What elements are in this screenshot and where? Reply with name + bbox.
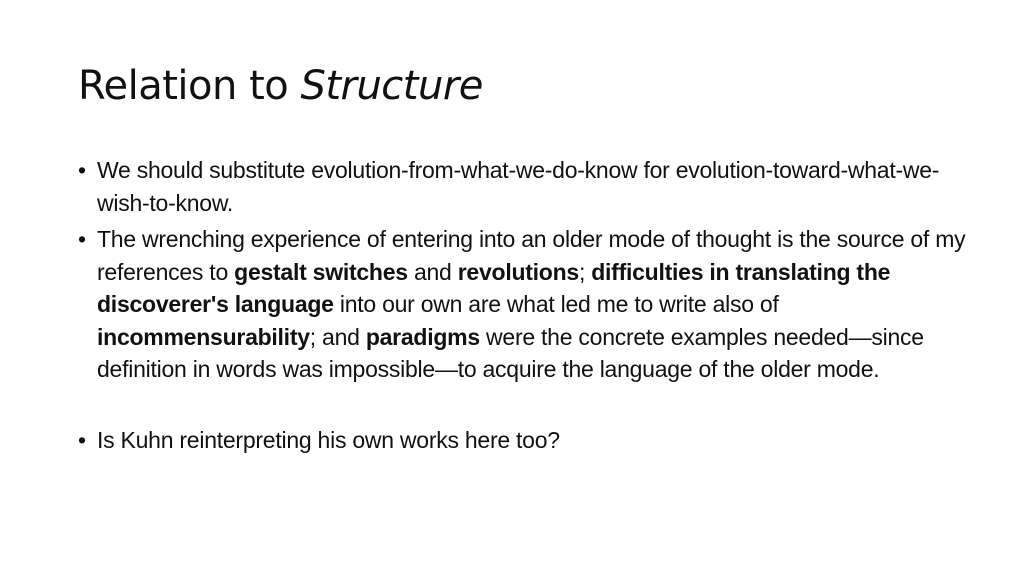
bullet-text: We should substitute evolution-from-what-we-do-know for evolution-toward-what-we-wish-to-know. xyxy=(97,157,940,216)
bullet-text-part: The wrenching experience of entering into an older mode of thought is the source of my references to xyxy=(97,226,966,285)
bullet-text-part: into our own are what led me to write also of xyxy=(333,291,779,317)
bold-term-revolutions: revolutions xyxy=(457,258,579,285)
bullet-marker: • xyxy=(78,157,86,183)
bullet-item-1 xyxy=(78,154,978,219)
bullet-marker: • xyxy=(78,226,86,252)
bold-term-difficulties-translating: difficulties in translating the discoverer's language xyxy=(97,258,891,317)
bold-term-gestalt-switches: gestalt switches xyxy=(234,258,408,285)
title-emphasis: Structure xyxy=(300,63,483,109)
bullet-item-2 xyxy=(78,223,978,386)
slide-title xyxy=(78,58,483,114)
bullet-text-part: ; xyxy=(578,258,592,285)
bullet-text-part: ; and xyxy=(309,323,366,350)
title-prefix: Relation to xyxy=(78,63,301,109)
bullet-text-part: and xyxy=(407,258,458,285)
bullet-item-3 xyxy=(78,424,978,457)
bullet-list xyxy=(78,154,978,456)
bullet-text: Is Kuhn reinterpreting his own works here too? xyxy=(97,426,560,453)
bold-term-incommensurability: incommensurability xyxy=(97,323,310,350)
bold-term-paradigms: paradigms xyxy=(365,323,480,350)
bullet-text-part: were the concrete examples needed—since definition in words was impossible—to acquire the language of the older mode. xyxy=(97,323,924,382)
bullet-marker: • xyxy=(78,426,86,453)
